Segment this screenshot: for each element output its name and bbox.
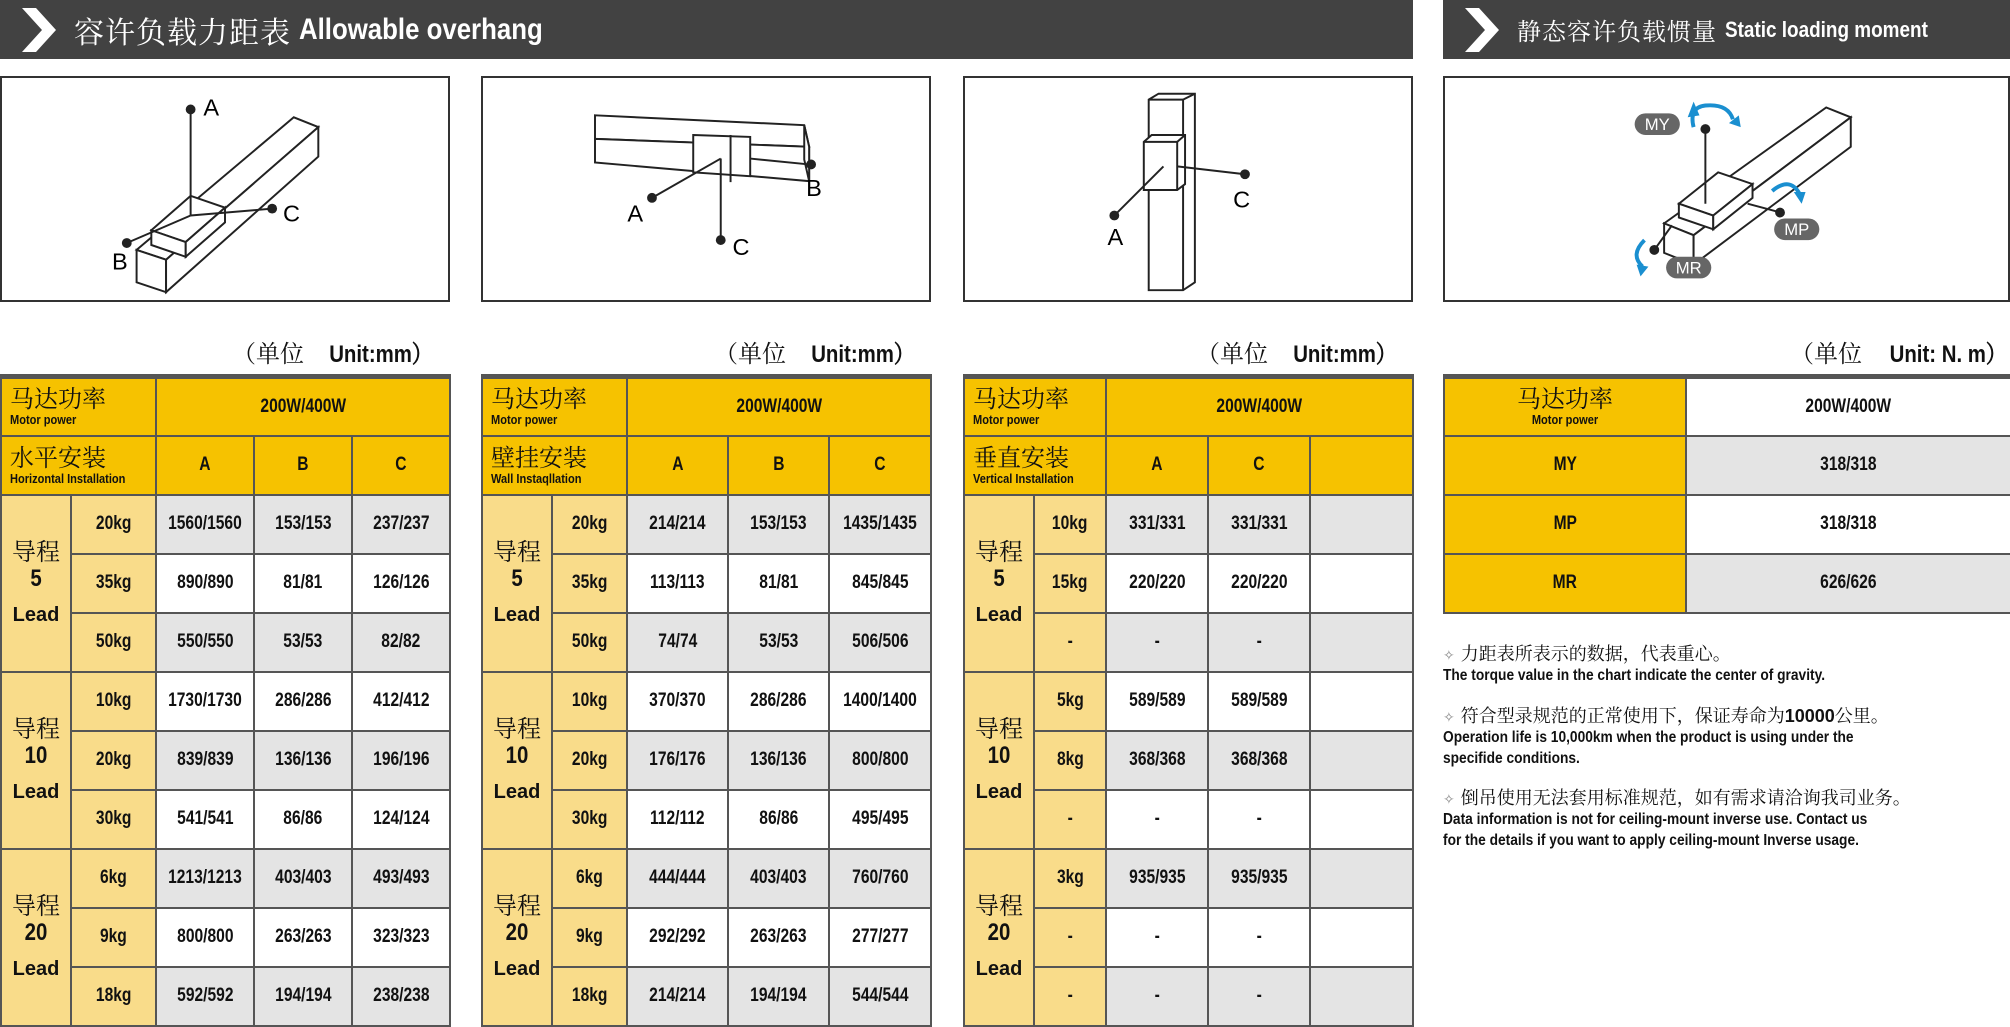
diamond-bullet-icon: ✧ — [1443, 792, 1455, 809]
lead-cell: 导程 20 Lead — [482, 849, 552, 1026]
lead-cell: 导程 5 Lead — [1, 495, 71, 672]
label-mp: MP — [1784, 220, 1810, 240]
label-c: C — [732, 233, 750, 260]
table-row: MY 318/318 — [1444, 436, 2010, 495]
motor-header: 马达功率 Motor power — [482, 377, 627, 436]
table-row: MP 318/318 — [1444, 495, 2010, 554]
wall-axis-illustration — [483, 78, 929, 300]
label-b: B — [806, 174, 822, 201]
overhang-title-en: Allowable overhang — [299, 12, 543, 46]
empty-header — [1310, 436, 1413, 495]
install-header: 垂直安装 Vertical Installation — [964, 436, 1106, 495]
col-c-header: C — [829, 436, 931, 495]
note-item: ✧ 倒吊使用无法套用标准规范，如有需求请洽询我司业务。 Data information is not for ceiling-mount inverse use. Contact us for the details if you want to apply ceiling-mount Inverse usage. — [1443, 788, 1911, 850]
table-row: 30kg 541/541 86/86 124/124 — [1, 790, 450, 849]
label-c: C — [1233, 186, 1251, 213]
table-row: - - - — [964, 790, 1413, 849]
overhang-banner — [0, 0, 1413, 59]
static-moment-table — [1443, 374, 2010, 614]
table-row: 50kg 550/550 53/53 82/82 — [1, 613, 450, 672]
table-row: 导程 20 Lead 3kg 935/935 935/935 — [964, 849, 1413, 908]
lead-cell: 导程 20 Lead — [964, 849, 1034, 1026]
table-row: 导程 20 Lead 6kg 444/444 403/403 760/760 — [482, 849, 931, 908]
lead-cell: 导程 5 Lead — [964, 495, 1034, 672]
note-item: ✧ 符合型录规范的正常使用下，保证寿命为10000公里。 Operation life is 10,000km when the product is using under the specifide conditions. — [1443, 705, 1889, 767]
note-item: ✧ 力距表所表示的数据，代表重心。 The torque value in the chart indicate the center of gravity. — [1443, 644, 1826, 684]
unit-label: （单位 Unit: N. m） — [1790, 341, 2006, 368]
table-row: MR 626/626 — [1444, 554, 2010, 613]
unit-label: （单位 Unit:mm） — [714, 341, 914, 368]
power-header: 200W/400W — [1686, 377, 2010, 436]
col-c-header: C — [1208, 436, 1310, 495]
col-a-header: A — [156, 436, 254, 495]
horizontal-table — [0, 374, 451, 1027]
table-row: - - - — [964, 967, 1413, 1026]
label-a: A — [203, 94, 220, 121]
diamond-bullet-icon: ✧ — [1443, 648, 1455, 664]
table-row: 35kg 890/890 81/81 126/126 — [1, 554, 450, 613]
chevron-right-icon — [18, 8, 58, 52]
wall-diagram — [481, 76, 931, 302]
horizontal-diagram — [0, 76, 450, 302]
table-row: 导程 10 Lead 5kg 589/589 589/589 — [964, 672, 1413, 731]
install-header: 水平安装 Horizontal Installation — [1, 436, 156, 495]
lead-cell: 导程 10 Lead — [1, 672, 71, 849]
table-row: 导程 10 Lead 10kg 1730/1730 286/286 412/412 — [1, 672, 450, 731]
unit-label: （单位 Unit:mm） — [1196, 341, 1396, 368]
motor-header: 马达功率 Motor power — [1, 377, 156, 436]
table-row: 30kg 112/112 86/86 495/495 — [482, 790, 931, 849]
diamond-bullet-icon: ✧ — [1443, 709, 1455, 726]
table-row: 8kg 368/368 368/368 — [964, 731, 1413, 790]
table-row: - - - — [964, 613, 1413, 672]
table-row: 18kg 592/592 194/194 238/238 — [1, 967, 450, 1026]
lead-cell: 导程 10 Lead — [482, 672, 552, 849]
lead-cell: 导程 5 Lead — [482, 495, 552, 672]
vertical-axis-illustration — [965, 78, 1411, 300]
table-row: 15kg 220/220 220/220 — [964, 554, 1413, 613]
table-row: 导程 20 Lead 6kg 1213/1213 403/403 493/493 — [1, 849, 450, 908]
static-title-en: Static loading moment — [1725, 16, 1928, 42]
static-banner — [1443, 0, 2010, 59]
table-row: 18kg 214/214 194/194 544/544 — [482, 967, 931, 1026]
table-row: 9kg 292/292 263/263 277/277 — [482, 908, 931, 967]
table-row: 35kg 113/113 81/81 845/845 — [482, 554, 931, 613]
table-row: - - - — [964, 908, 1413, 967]
motor-header: 马达功率 Motor power — [964, 377, 1106, 436]
label-b: B — [112, 248, 128, 275]
power-header: 200W/400W — [156, 377, 450, 436]
vertical-table — [963, 374, 1414, 1027]
label-mr: MR — [1675, 258, 1702, 278]
moment-diagram — [1443, 76, 2010, 302]
table-row: 50kg 74/74 53/53 506/506 — [482, 613, 931, 672]
table-row: 9kg 800/800 263/263 323/323 — [1, 908, 450, 967]
col-a-header: A — [627, 436, 728, 495]
table-row: 导程 5 Lead 20kg 214/214 153/153 1435/1435 — [482, 495, 931, 554]
wall-table — [481, 374, 932, 1027]
horizontal-axis-illustration — [2, 78, 448, 300]
power-header: 200W/400W — [1106, 377, 1413, 436]
motor-header: 马达功率 Motor power — [1444, 377, 1686, 436]
col-a-header: A — [1106, 436, 1208, 495]
chevron-right-icon — [1461, 8, 1501, 52]
moment-axis-illustration — [1445, 78, 2008, 300]
table-row: 20kg 839/839 136/136 196/196 — [1, 731, 450, 790]
col-b-header: B — [254, 436, 352, 495]
lead-cell: 导程 10 Lead — [964, 672, 1034, 849]
static-title-cn: 静态容许负载惯量 — [1517, 18, 1717, 46]
table-row: 20kg 176/176 136/136 800/800 — [482, 731, 931, 790]
label-a: A — [1107, 223, 1124, 250]
lead-cell: 导程 20 Lead — [1, 849, 71, 1026]
table-row: 导程 5 Lead 10kg 331/331 331/331 — [964, 495, 1413, 554]
overhang-title-cn: 容许负载力距表 — [74, 15, 291, 51]
label-c: C — [282, 200, 300, 227]
col-b-header: B — [728, 436, 829, 495]
unit-label: （单位 Unit:mm） — [232, 341, 432, 368]
install-header: 壁挂安装 Wall Instaqllation — [482, 436, 627, 495]
col-c-header: C — [352, 436, 450, 495]
power-header: 200W/400W — [627, 377, 931, 436]
table-row: 导程 5 Lead 20kg 1560/1560 153/153 237/237 — [1, 495, 450, 554]
vertical-diagram — [963, 76, 1413, 302]
label-a: A — [627, 200, 644, 227]
table-row: 导程 10 Lead 10kg 370/370 286/286 1400/1400 — [482, 672, 931, 731]
label-my: MY — [1644, 115, 1670, 135]
notes — [1443, 640, 2003, 867]
